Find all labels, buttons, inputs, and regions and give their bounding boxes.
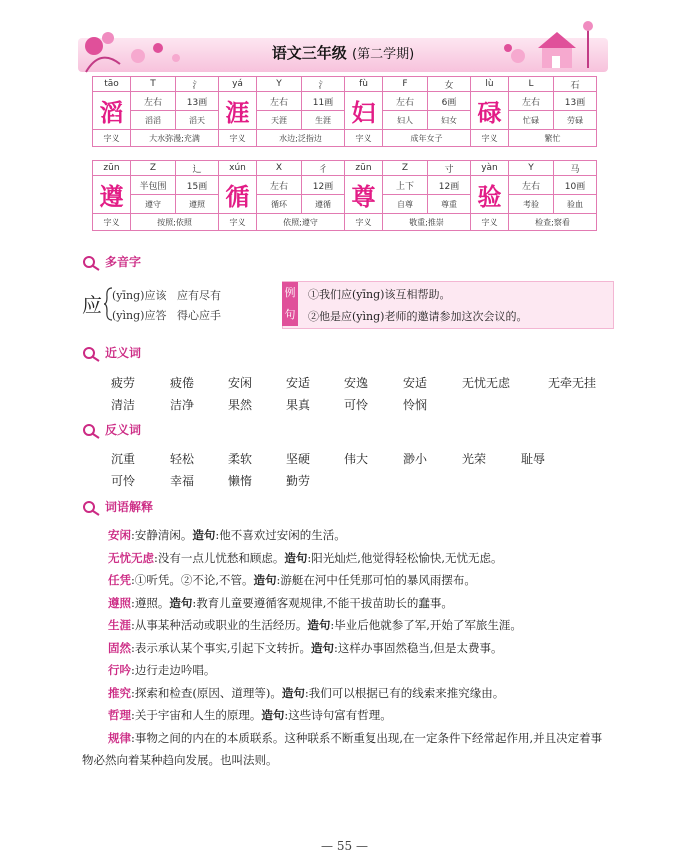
definition-term: 哲理: [108, 708, 131, 722]
definition-item: [82, 637, 612, 660]
antonym-word: 勤劳: [286, 474, 311, 488]
polyphone-character: 应: [82, 293, 102, 317]
definition-text: :探索和检查(原因、道理等)。: [131, 685, 282, 700]
polyphone-block: [82, 281, 612, 331]
character-cell: 妇: [345, 92, 383, 130]
example-text: :我们可以根据已有的线索来推究缘由。: [304, 685, 505, 700]
page-title: [78, 42, 608, 63]
magnifier-icon: [82, 346, 102, 362]
definition-text: :关于宇宙和人生的原理。: [131, 708, 262, 722]
example-text: :阳光灿烂,他觉得轻松愉快,无忧无虑。: [307, 550, 503, 565]
word-cell: 循环: [257, 195, 302, 214]
word-cell: 忙碌: [509, 111, 554, 130]
word-cell: 妇女: [428, 111, 471, 130]
antonym-word: 幸福: [170, 474, 195, 488]
structure-cell: 左右: [257, 92, 302, 111]
section-title-synonyms: [82, 344, 141, 362]
word-cell: 考验: [509, 195, 554, 214]
meaning-label-cell: 字义: [219, 130, 257, 147]
word-cell: 天涯: [257, 111, 302, 130]
definition-item: [82, 569, 612, 592]
definition-text: :①听凭。②不论,不管。: [131, 573, 254, 587]
initial-cell: Y: [257, 77, 302, 92]
radical-cell: 彳: [302, 161, 345, 176]
definition-item: [82, 659, 612, 682]
character-cell: 循: [219, 176, 257, 214]
antonym-word: 懒惰: [228, 474, 253, 488]
section-title-text: 多音字: [105, 255, 142, 269]
example-label: 造句: [281, 685, 305, 700]
magnifier-icon: [82, 255, 102, 271]
example-text: :这样办事固然稳当,但是太费事。: [334, 640, 503, 655]
character-cell: 滔: [93, 92, 131, 130]
antonym-word: 柔软: [228, 452, 253, 466]
meaning-label-cell: 字义: [471, 214, 509, 231]
example-text: :毕业后他就参了军,开始了军旅生涯。: [330, 618, 522, 632]
definition-term: 生涯: [108, 618, 131, 632]
strokes-cell: 13画: [554, 92, 597, 111]
initial-cell: X: [257, 161, 302, 176]
synonym-word: 果然: [228, 398, 253, 412]
initial-cell: Z: [383, 161, 428, 176]
definition-term: 任凭: [108, 573, 131, 587]
example-text: :这些诗句富有哲理。: [284, 708, 392, 722]
polyphone-reading-2: [112, 307, 221, 323]
definition-item: [82, 524, 612, 547]
meaning-label-cell: 字义: [219, 214, 257, 231]
word-cell: 遵循: [302, 195, 345, 214]
definition-item: [82, 727, 612, 772]
initial-cell: Y: [509, 161, 554, 176]
word-cell: 生涯: [302, 111, 345, 130]
definition-term: 固然: [108, 640, 131, 655]
antonym-word: 沉重: [111, 452, 136, 466]
example-text: :教育儿童要遵循客观规律,不能干拔苗助长的蠢事。: [192, 595, 453, 610]
example-text: :他不喜欢过安闲的生活。: [215, 528, 346, 542]
meaning-label-cell: 字义: [93, 130, 131, 147]
word-cell: 滔天: [176, 111, 219, 130]
section-title-text: 反义词: [105, 423, 142, 437]
definition-text: :没有一点儿忧愁和顾虑。: [154, 550, 285, 565]
definition-text: :遵照。: [131, 595, 170, 610]
reading-words: 得心应手: [176, 309, 221, 322]
word-cell: 妇人: [383, 111, 428, 130]
strokes-cell: 6画: [428, 92, 471, 111]
meaning-label-cell: 字义: [471, 130, 509, 147]
definition-term: 安闲: [108, 528, 131, 542]
page-number: — 55 —: [321, 839, 368, 853]
example-label: 造句: [307, 618, 331, 632]
meaning-label-cell: 字义: [345, 214, 383, 231]
synonym-word: 安适: [403, 376, 428, 390]
example-label: 造句: [253, 573, 277, 587]
example-label: 造句: [284, 550, 308, 565]
initial-cell: F: [383, 77, 428, 92]
example-text: :游艇在河中任凭那可怕的暴风雨摆布。: [276, 573, 476, 587]
meaning-cell: 繁忙: [509, 130, 597, 147]
structure-cell: 左右: [509, 176, 554, 195]
synonym-word: 怜悯: [403, 398, 428, 412]
definition-text: :边行走边吟唱。: [131, 663, 216, 677]
section-title-text: 近义词: [105, 346, 142, 360]
pinyin-cell: zūn: [345, 161, 383, 176]
character-cell: 尊: [345, 176, 383, 214]
definition-term: 行吟: [108, 663, 131, 677]
synonym-word: 疲倦: [170, 376, 195, 390]
meaning-cell: 敬重;推崇: [383, 214, 471, 231]
definition-term: 规律: [108, 730, 131, 745]
pinyin-cell: zūn: [93, 161, 131, 176]
reading-pinyin: (yìng)应答: [112, 309, 167, 322]
reading-words: 应有尽有: [176, 289, 221, 302]
section-title-explanations: [82, 498, 153, 516]
radical-cell: 氵: [176, 77, 219, 92]
structure-cell: 左右: [383, 92, 428, 111]
synonym-word: 疲劳: [111, 376, 136, 390]
word-cell: 滔滔: [131, 111, 176, 130]
structure-cell: 左右: [509, 92, 554, 111]
word-cell: 尊重: [428, 195, 471, 214]
definition-item: [82, 592, 612, 615]
radical-cell: 辶: [176, 161, 219, 176]
definition-list: [82, 524, 612, 772]
magnifier-icon: [82, 423, 102, 439]
initial-cell: L: [509, 77, 554, 92]
synonym-word: 洁净: [170, 398, 195, 412]
definition-text: :事物之间的内在的本质联系。这种联系不断重复出现,在一定条件下经常起作用,并且决定着事物必然向着某种趋向发展。也叫法则。: [82, 730, 603, 767]
antonym-word: 渺小: [403, 452, 428, 466]
pinyin-cell: tāo: [93, 77, 131, 92]
word-cell: 遵守: [131, 195, 176, 214]
example-label: 造句: [261, 708, 285, 722]
character-cell: 验: [471, 176, 509, 214]
synonym-word: 无忧无虑: [462, 376, 511, 390]
character-cell: 遵: [93, 176, 131, 214]
word-cell: 自尊: [383, 195, 428, 214]
pinyin-cell: xún: [219, 161, 257, 176]
pinyin-cell: fù: [345, 77, 383, 92]
definition-text: :安静清闲。: [131, 528, 193, 542]
subtitle-text: (第二学期): [352, 47, 415, 62]
example-sentence-1: ①我们应(yīng)该互相帮助。: [308, 288, 451, 301]
definition-term: 无忧无虑: [108, 550, 154, 565]
sentence-tag: 句: [282, 304, 298, 326]
radical-cell: 寸: [428, 161, 471, 176]
antonym-word: 轻松: [170, 452, 195, 466]
section-title-antonyms: [82, 421, 141, 439]
title-text: 语文三年级: [271, 44, 347, 62]
strokes-cell: 10画: [554, 176, 597, 195]
radical-cell: 马: [554, 161, 597, 176]
example-sentence-2: ②他是应(yìng)老师的邀请参加这次会议的。: [308, 310, 528, 323]
synonym-word: 无牵无挂: [548, 376, 597, 390]
synonym-word: 安逸: [344, 376, 369, 390]
definition-item: [82, 704, 612, 727]
definition-item: [82, 547, 612, 570]
structure-cell: 左右: [131, 92, 176, 111]
character-card-table-1: [92, 76, 597, 147]
meaning-cell: 按照;依照: [131, 214, 219, 231]
example-label: 造句: [169, 595, 193, 610]
initial-cell: T: [131, 77, 176, 92]
character-cell: 碌: [471, 92, 509, 130]
strokes-cell: 13画: [176, 92, 219, 111]
meaning-label-cell: 字义: [93, 214, 131, 231]
definition-text: :表示承认某个事实,引起下文转折。: [131, 640, 312, 655]
word-cell: 验血: [554, 195, 597, 214]
structure-cell: 上下: [383, 176, 428, 195]
definition-term: 推究: [108, 685, 131, 700]
section-title-text: 词语解释: [105, 500, 154, 514]
structure-cell: 左右: [257, 176, 302, 195]
section-title-polyphone: [82, 253, 141, 271]
antonym-word: 可怜: [111, 474, 136, 488]
meaning-cell: 大水弥漫;充满: [131, 130, 219, 147]
synonym-word: 安闲: [228, 376, 253, 390]
definition-text: :从事某种活动或职业的生活经历。: [131, 618, 308, 632]
structure-cell: 半包围: [131, 176, 176, 195]
meaning-cell: 水边;泛指边: [257, 130, 345, 147]
antonym-word: 光荣: [462, 452, 487, 466]
initial-cell: Z: [131, 161, 176, 176]
synonym-word: 清洁: [111, 398, 136, 412]
definition-item: [82, 614, 612, 637]
polyphone-reading-1: [112, 287, 221, 303]
radical-cell: 石: [554, 77, 597, 92]
strokes-cell: 15画: [176, 176, 219, 195]
meaning-cell: 检查;察看: [509, 214, 597, 231]
example-tag: 例: [282, 282, 298, 304]
pinyin-cell: lù: [471, 77, 509, 92]
radical-cell: 女: [428, 77, 471, 92]
strokes-cell: 12画: [428, 176, 471, 195]
radical-cell: 氵: [302, 77, 345, 92]
example-label: 造句: [311, 640, 335, 655]
reading-pinyin: (yīng)应该: [112, 289, 167, 302]
pinyin-cell: yá: [219, 77, 257, 92]
example-label: 造句: [192, 528, 216, 542]
character-cell: 涯: [219, 92, 257, 130]
meaning-label-cell: 字义: [345, 130, 383, 147]
word-cell: 遵照: [176, 195, 219, 214]
synonym-word: 果真: [286, 398, 311, 412]
character-card-table-2: [92, 160, 597, 231]
definition-item: [82, 682, 612, 705]
definition-term: 遵照: [108, 595, 131, 610]
pinyin-cell: yàn: [471, 161, 509, 176]
synonym-word: 可怜: [344, 398, 369, 412]
magnifier-icon: [82, 500, 102, 516]
page-header: [78, 18, 608, 74]
strokes-cell: 12画: [302, 176, 345, 195]
meaning-cell: 依照;遵守: [257, 214, 345, 231]
meaning-cell: 成年女子: [383, 130, 471, 147]
strokes-cell: 11画: [302, 92, 345, 111]
antonym-word: 伟大: [344, 452, 369, 466]
antonym-word: 坚硬: [286, 452, 311, 466]
synonym-word: 安适: [286, 376, 311, 390]
word-cell: 劳碌: [554, 111, 597, 130]
antonym-word: 耻辱: [521, 452, 546, 466]
